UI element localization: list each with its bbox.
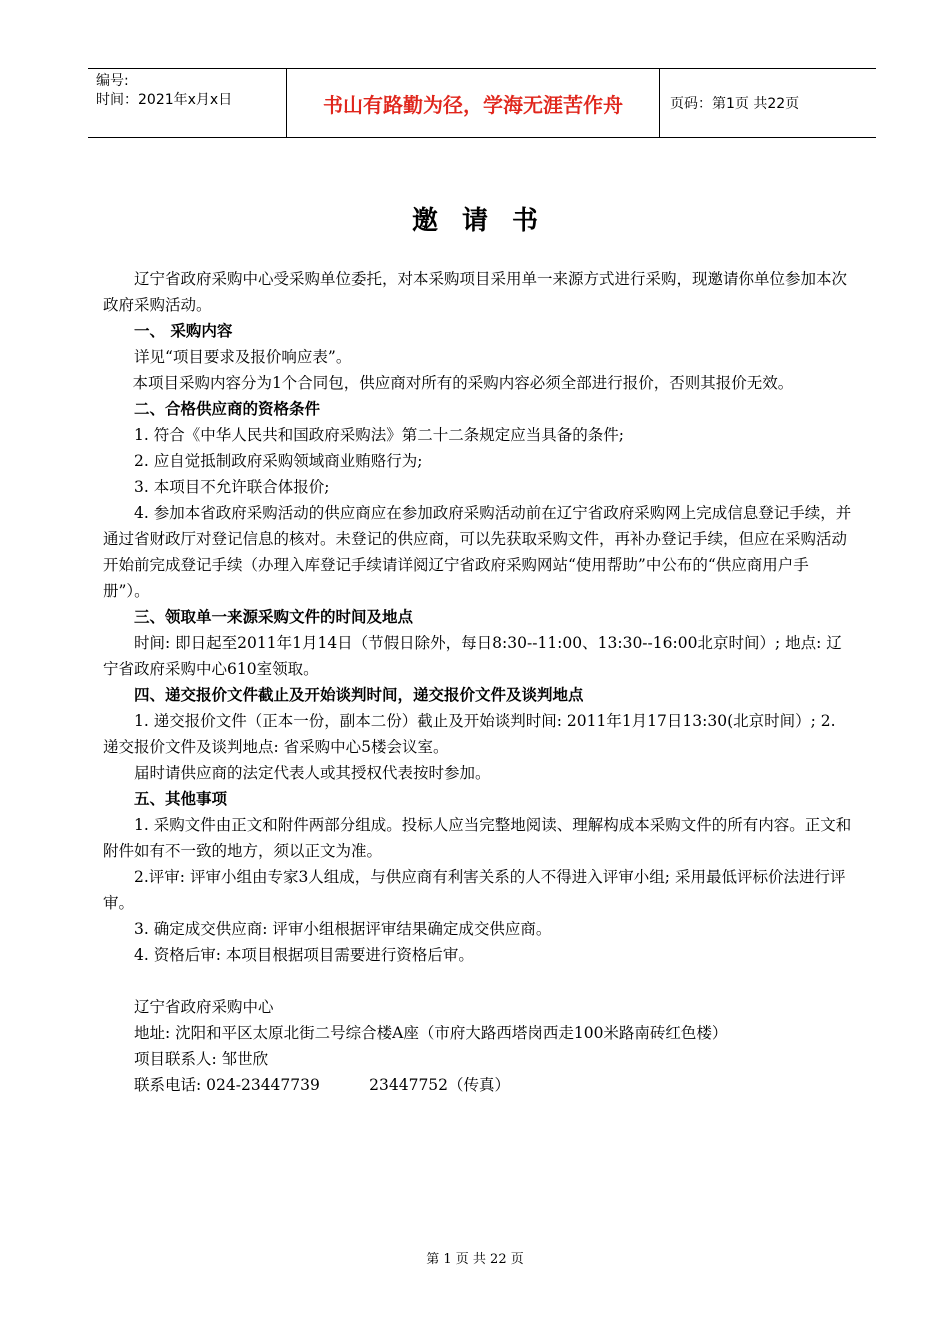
page-footer: 第 1 页 共 22 页: [426, 1252, 524, 1267]
section-5-item-3: 3. 确定成交供应商: 评审小组根据评审结果确定成交供应商。: [134, 920, 552, 938]
section-2-heading: 二、合格供应商的资格条件: [134, 400, 321, 418]
section-2-item-3: 3. 本项目不允许联合体报价;: [134, 478, 330, 496]
contact-org: 辽宁省政府采购中心: [134, 998, 274, 1016]
section-4-p1: 1. 递交报价文件（正本一份，副本二份）截止及开始谈判时间: 2011年1月17日13:30(北京时间）; 2. 递交报价文件及谈判地点: 省采购中心5楼会议室。: [103, 712, 836, 756]
section-1-heading: 一、 采购内容: [134, 322, 233, 340]
header-page-label: 页码：第1页 共22页: [670, 96, 800, 112]
header-meta: [88, 69, 287, 137]
contact-address: 地址: 沈阳和平区太原北街二号综合楼A座（市府大路西塔岗西走100米路南砖红色楼）: [134, 1024, 728, 1042]
header-table: [88, 68, 876, 138]
spacer: [103, 968, 855, 994]
section-5-item-1: 1. 采购文件由正文和附件两部分组成。投标人应当完整地阅读、理解构成本采购文件的所有内容。正文和附件如有不一致的地方，须以正文为准。: [103, 816, 852, 860]
section-1-p2: 本项目采购内容分为1个合同包，供应商对所有的采购内容必须全部进行报价，否则其报价无效。: [132, 374, 794, 392]
section-5-item-2: 2.评审: 评审小组由专家3人组成，与供应商有利害关系的人不得进入评审小组; 采用最低评标价法进行评审。: [103, 868, 846, 912]
section-4-heading: 四、递交报价文件截止及开始谈判时间，递交报价文件及谈判地点: [134, 686, 584, 704]
section-4-p2: 届时请供应商的法定代表人或其授权代表按时参加。: [134, 764, 491, 782]
section-2-item-4: 4. 参加本省政府采购活动的供应商应在参加政府采购活动前在辽宁省政府采购网上完成信息登记手续，并通过省财政厅对登记信息的核对。未登记的供应商，可以先获取采购文件，再补办登记手续，但应在采购活动开始前完成登记手续（办理入库登记手续请详阅辽宁省政府采购网站“使用帮助”中公布的“供应商用户手册”）。: [103, 504, 852, 600]
document-title: 邀请书: [411, 206, 562, 236]
contact-phone: 联系电话: 024-23447739 23447752（传真）: [134, 1076, 511, 1094]
section-1-p1: 详见“项目要求及报价响应表”。: [134, 348, 352, 366]
section-5-heading: 五、其他事项: [134, 790, 228, 808]
section-3-heading: 三、领取单一来源采购文件的时间及地点: [134, 608, 414, 626]
contact-person: 项目联系人: 邹世欣: [134, 1050, 269, 1068]
intro-paragraph: 辽宁省政府采购中心受采购单位委托，对本采购项目采用单一来源方式进行采购，现邀请你单位参加本次政府采购活动。: [103, 270, 848, 314]
document-body: [103, 266, 855, 1098]
section-5-item-4: 4. 资格后审: 本项目根据项目需要进行资格后审。: [134, 946, 474, 964]
section-2-item-1: 1. 符合《中华人民共和国政府采购法》第二十二条规定应当具备的条件;: [134, 426, 624, 444]
section-2-item-2: 2. 应自觉抵制政府采购领域商业贿赂行为;: [134, 452, 423, 470]
number-label: 编号:: [96, 73, 129, 89]
time-label: 时间：2021年x月x日: [96, 92, 233, 108]
section-3-p1: 时间: 即日起至2011年1月14日（节假日除外，每日8:30--11:00、13:30--16:00北京时间）; 地点: 辽宁省政府采购中心610室领取。: [103, 634, 842, 678]
header-motto: 书山有路勤为径，学海无涯苦作舟: [287, 69, 660, 137]
